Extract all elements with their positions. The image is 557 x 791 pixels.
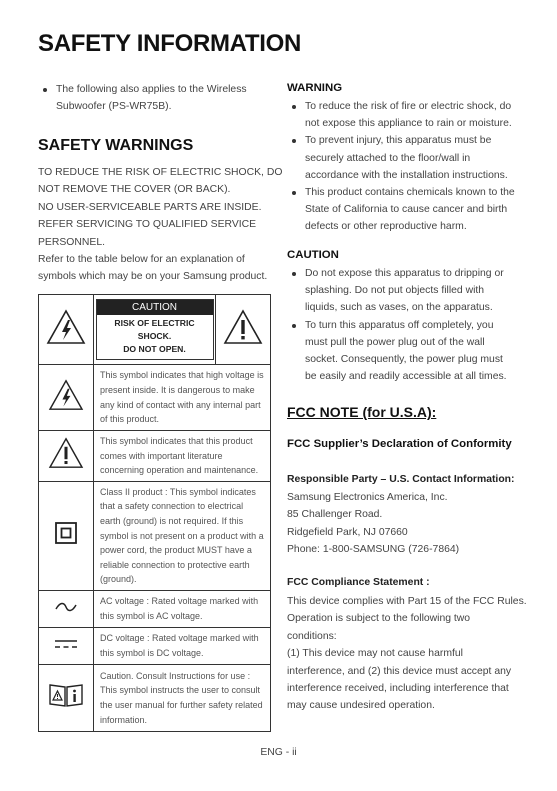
double-square-class-ii-icon [39, 481, 94, 590]
list-item: To prevent injury, this apparatus must be securely attached to the floor/wall in accordance with the installation instructions. [287, 132, 537, 184]
symbol-description: This symbol indicates that high voltage is present inside. It is dangerous to make any kind of contact with any internal part of this product. [94, 365, 271, 431]
fcc-supplier-heading: FCC Supplier’s Declaration of Conformity [287, 438, 512, 450]
warning-list [287, 98, 537, 236]
caution-box: CAUTION RISK OF ELECTRIC SHOCK. DO NOT OPEN. [96, 299, 214, 360]
table-row [39, 627, 271, 664]
table-row [39, 365, 271, 431]
fcc-note-heading: FCC NOTE (for U.S.A): [287, 404, 437, 420]
list-item: To reduce the risk of fire or electric shock, do not expose this appliance to rain or moisture. [287, 98, 537, 132]
page-number: ENG - ii [260, 747, 297, 758]
symbol-description: AC voltage : Rated voltage marked with this symbol is AC voltage. [94, 590, 271, 627]
table-row [39, 481, 271, 590]
symbol-description: Caution. Consult Instructions for use : This symbol instructs the user to consult the user manual for further safety related information. [94, 664, 271, 731]
high-voltage-triangle-icon [39, 365, 94, 431]
table-row [39, 590, 271, 627]
compliance-statement-text: This device complies with Part 15 of the FCC Rules. Operation is subject to the following two conditions: (1) This device may not cause harmful interference, and (2) this device must accept any interference received, including interference that may cause undesired operation. [287, 596, 527, 712]
symbol-table [38, 294, 271, 732]
list-item: To turn this apparatus off completely, you must pull the power plug out of the wall socket. Consequently, the power plug must be easily and readily accessible at all times. [287, 317, 537, 386]
page-title: SAFETY INFORMATION [38, 30, 302, 57]
caution-label-row [39, 295, 271, 365]
caution-label [94, 295, 216, 365]
list-item: This product contains chemicals known to the State of California to cause cancer and birth defects or other reproductive harm. [287, 184, 537, 236]
consult-instructions-icon [39, 664, 94, 731]
table-row [39, 664, 271, 731]
ac-voltage-wave-icon [39, 590, 94, 627]
exclamation-triangle-icon [39, 431, 94, 482]
symbol-description: This symbol indicates that this product comes with important literature concerning operation and maintenance. [94, 431, 271, 482]
dc-voltage-icon [39, 627, 94, 664]
responsible-party-heading: Responsible Party – U.S. Contact Information: [287, 474, 515, 485]
safety-warnings-text: TO REDUCE THE RISK OF ELECTRIC SHOCK, DO NOT REMOVE THE COVER (OR BACK). NO USER-SERVICEABLE PARTS ARE INSIDE. REFER SERVICING TO QUALIFIED SERVICE PERSONNEL. Refer to the table below for an explanation of symbols which may be on your Samsung product. [38, 167, 283, 283]
caution-heading: CAUTION [287, 249, 339, 261]
intro-bullet: The following also applies to the Wireless Subwoofer (PS-WR75B). [38, 81, 278, 115]
intro-bullet-list [38, 81, 278, 115]
safety-warnings-heading: SAFETY WARNINGS [38, 137, 194, 154]
exclamation-triangle-icon [216, 295, 271, 365]
list-item: Do not expose this apparatus to dripping or splashing. Do not put objects filled with liquids, such as vases, on the apparatus. [287, 265, 537, 317]
table-row [39, 431, 271, 482]
symbol-description: Class II product : This symbol indicates that a safety connection to electrical earth (ground) is not required. If this symbol is not present on a product with a power cord, the product MUST have a reliable connection to protective earth (ground). [94, 481, 271, 590]
responsible-party-address: Samsung Electronics America, Inc. 85 Challenger Road. Ridgefield Park, NJ 07660 Phone: 1-800-SAMSUNG (726-7864) [287, 492, 460, 556]
caution-list [287, 265, 537, 385]
high-voltage-triangle-icon [39, 295, 94, 365]
compliance-statement-heading: FCC Compliance Statement : [287, 577, 430, 588]
warning-heading: WARNING [287, 82, 343, 94]
symbol-description: DC voltage : Rated voltage marked with this symbol is DC voltage. [94, 627, 271, 664]
